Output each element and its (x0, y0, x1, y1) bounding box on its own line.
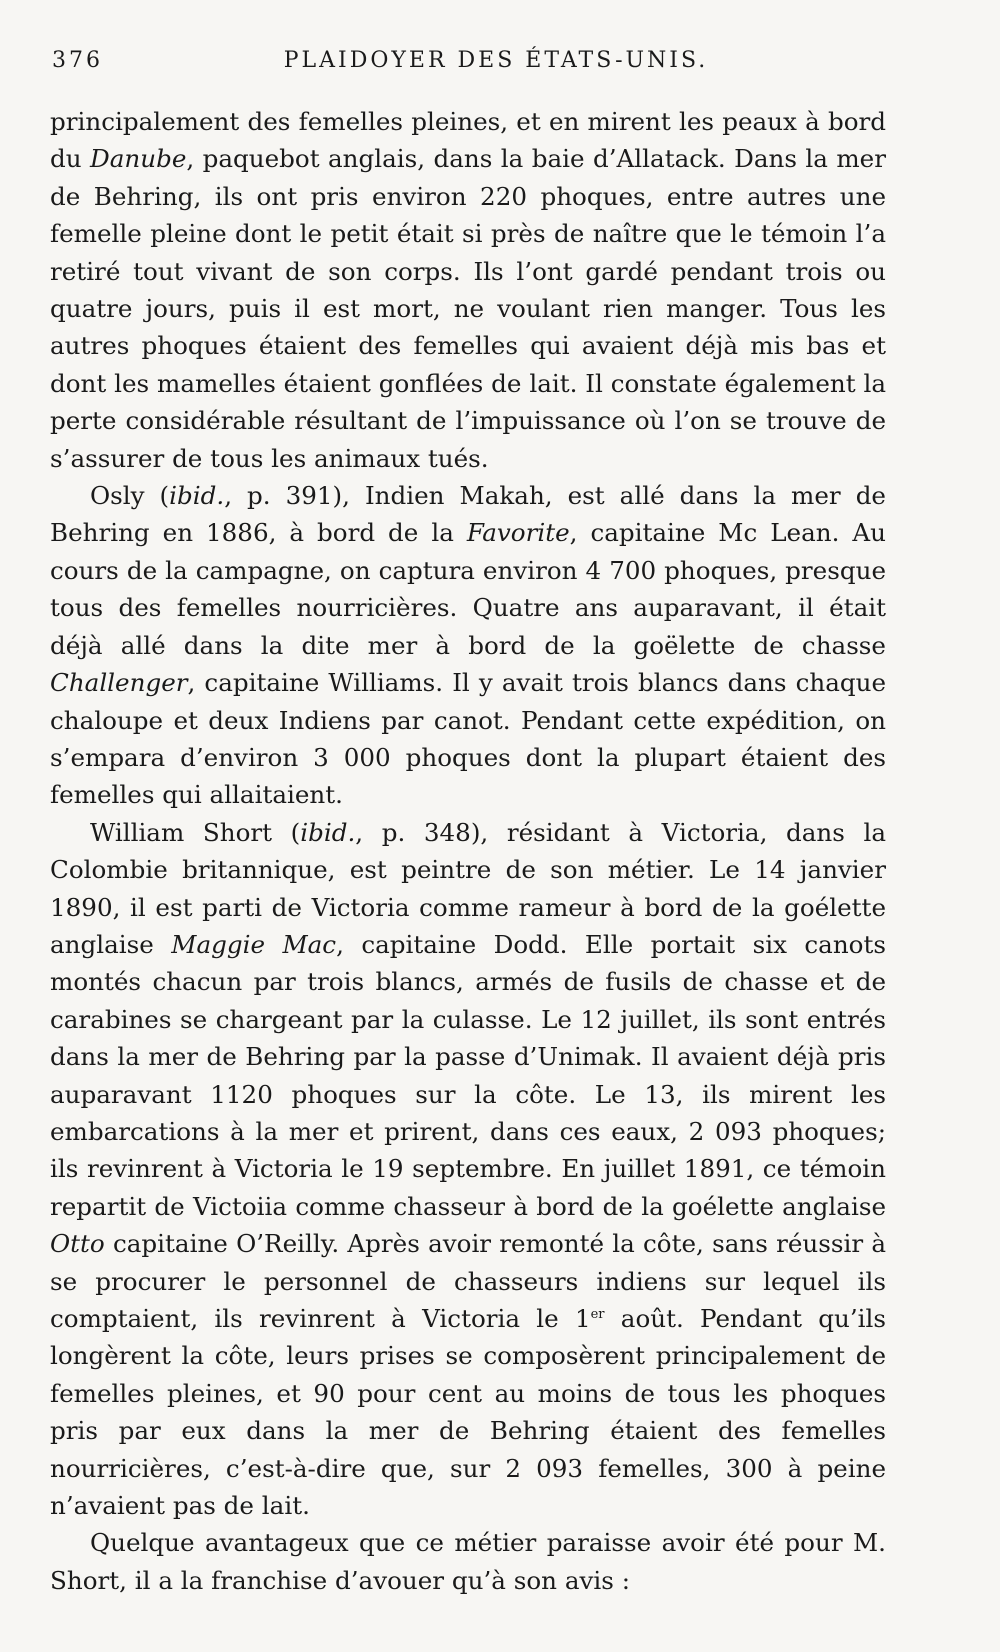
ship-name: Challenger (50, 668, 188, 698)
citation-ibid: ibid. (169, 481, 225, 511)
page-header (52, 48, 940, 84)
paragraph-2: Osly (ibid., p. 391), Indien Makah, est allé dans la mer de Behring en 1886, à bord de la Favorite, capitaine Mc Lean. Au cours de la campagne, on captura environ 4 700 phoques, presque tous des femelles nourricières. Quatre ans auparavant, il était déjà allé dans la dite mer à bord de la goëlette de chasse Challenger, capitaine Williams. Il y avait trois blancs dans chaque chaloupe et deux Indiens par canot. Pendant cette expédition, on s’empara d’environ 3 000 phoques dont la plupart étaient des femelles qui allaitaient. (50, 481, 886, 810)
body-text (50, 103, 886, 1599)
ship-name: Maggie Mac (171, 929, 337, 959)
paragraph-4: Quelque avantageux que ce métier paraisse avoir été pour M. Short, il a la franchise d’avouer qu’à son avis : (50, 1528, 886, 1595)
superscript-er: er (590, 1307, 605, 1322)
paragraph-3: William Short (ibid., p. 348), résidant à Victoria, dans la Colombie britannique, est peintre de son métier. Le 14 janvier 1890, il est parti de Victoria comme rameur à bord de la goélette anglaise Maggie Mac, capitaine Dodd. Elle portait six canots montés chacun par trois blancs, armés de fusils de chasse et de carabines se chargeant par la culasse. Le 12 juillet, ils sont entrés dans la mer de Behring par la passe d’Unimak. Il avaient déjà pris auparavant 1120 phoques sur la côte. Le 13, ils mirent les embarcations à la mer et prirent, dans ces eaux, 2 093 phoques; ils revinrent à Victoria le 19 septembre. En juillet 1891, ce témoin repartit de Victoiia comme chasseur à bord de la goélette anglaise Otto capitaine O’Reilly. Après avoir remonté la côte, sans réussir à se procurer le personnel de chasseurs indiens sur lequel ils comptaient, ils revinrent à Victoria le 1er août. Pendant qu’ils longèrent la côte, leurs prises se composèrent principalement de femelles pleines, et 90 pour cent au moins de tous les phoques pris par eux dans la mer de Behring étaient des femelles nourricières, c’est-à-dire que, sur 2 093 femelles, 300 à peine n’avaient pas de lait. (50, 817, 886, 1521)
ship-name: Otto (50, 1229, 105, 1259)
ship-name: Danube (90, 144, 187, 174)
ship-name: Favorite (466, 518, 570, 548)
page-number: 376 (52, 48, 103, 73)
running-head: PLAIDOYER DES ÉTATS-UNIS. (283, 48, 709, 73)
paragraph-1: principalement des femelles pleines, et en mirent les peaux à bord du Danube, paquebot anglais, dans la baie d’Allatack. Dans la mer de Behring, ils ont pris environ 220 phoques, entre autres une femelle pleine dont le petit était si près de naître que le témoin l’a retiré tout vivant de son corps. Ils l’ont gardé pendant trois ou quatre jours, puis il est mort, ne voulant rien manger. Tous les autres phoques étaient des femelles qui avaient déjà mis bas et dont les mamelles étaient gonflées de lait. Il constate également la perte considérable résultant de l’impuissance où l’on se trouve de s’assurer de tous les animaux tués. (50, 107, 886, 473)
citation-ibid: ibid. (300, 817, 356, 847)
